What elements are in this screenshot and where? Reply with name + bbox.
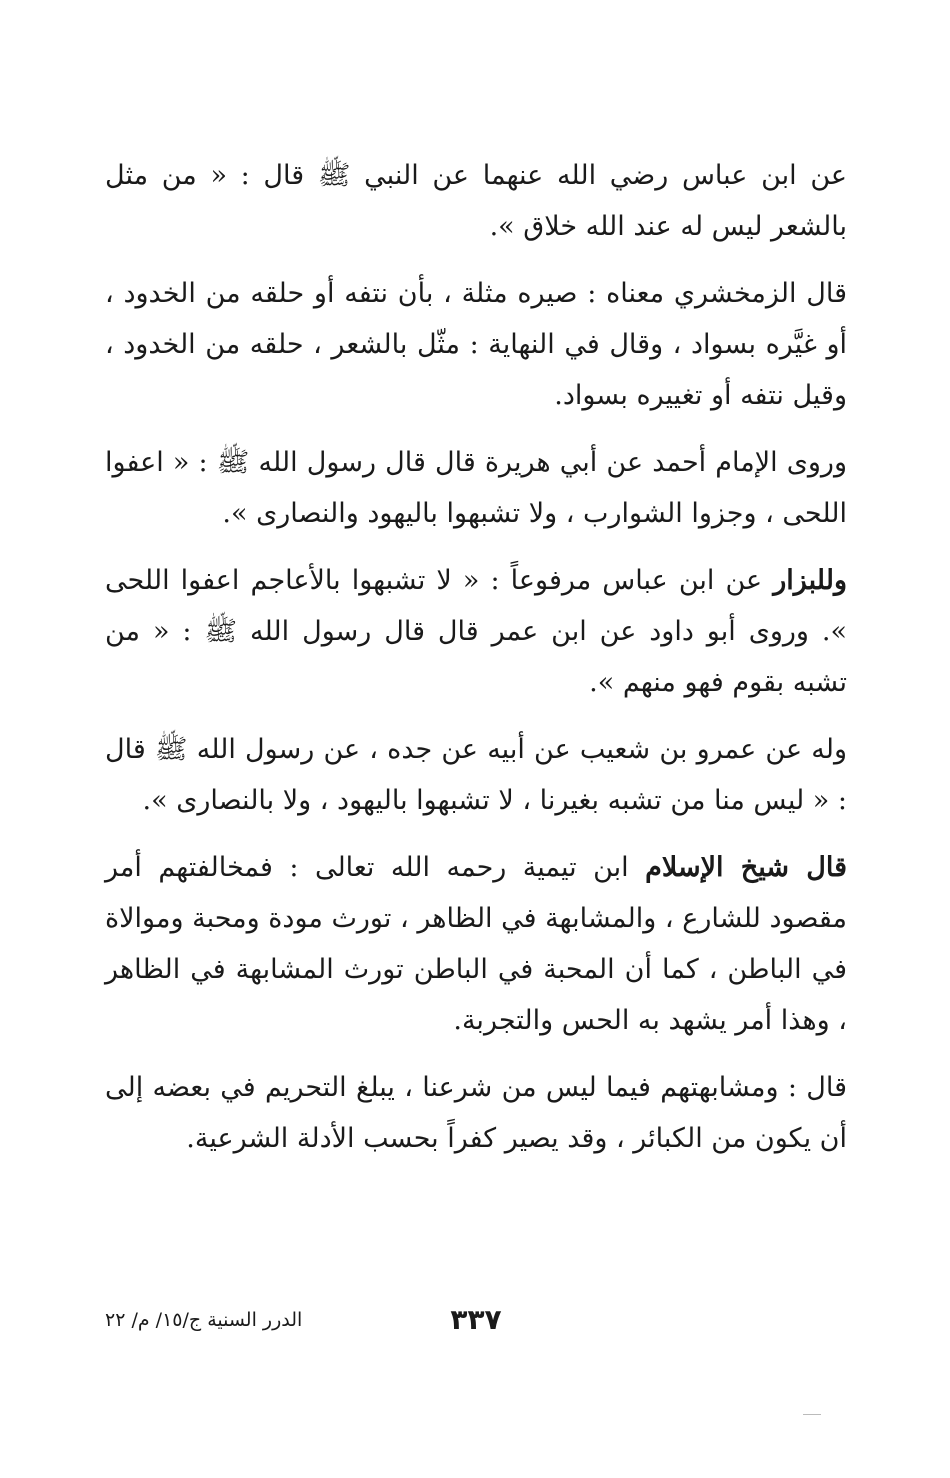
paragraph-6 bbox=[105, 842, 847, 1046]
page-body bbox=[105, 150, 847, 1180]
scan-mark bbox=[803, 1414, 821, 1415]
paragraph-3-text: وروى الإمام أحمد عن أبي هريرة قال قال رسول الله ﷺ : « اعفوا اللحى ، وجزوا الشوارب ، ولا تشبهوا باليهود والنصارى ». bbox=[105, 447, 847, 529]
paragraph-7 bbox=[105, 1062, 847, 1164]
paragraph-7-text: قال : ومشابهتهم فيما ليس من شرعنا ، يبلغ التحريم في بعضه إلى أن يكون من الكبائر ، وقد يصير كفراً بحسب الأدلة الشرعية. bbox=[105, 1072, 847, 1154]
paragraph-2-text: قال الزمخشري معناه : صيره مثلة ، بأن نتفه أو حلقه من الخدود ، أو غيَّره بسواد ، وقال في النهاية : مثّل بالشعر ، حلقه من الخدود ، وقيل نتفه أو تغييره بسواد. bbox=[105, 278, 847, 411]
paragraph-5 bbox=[105, 724, 847, 826]
paragraph-4-lead: وللبزار bbox=[773, 565, 847, 596]
paragraph-6-lead: قال شيخ الإسلام bbox=[645, 852, 848, 883]
paragraph-3 bbox=[105, 437, 847, 539]
paragraph-6-text: ابن تيمية رحمه الله تعالى : فمخالفتهم أمر مقصود للشارع ، والمشابهة في الظاهر ، تورث مودة ومحبة وموالاة في الباطن ، كما أن المحبة في الباطن تورث المشابهة في الظاهر ، وهذا أمر يشهد به الحس والتجربة. bbox=[105, 852, 847, 1036]
page-number: ٣٣٧ bbox=[450, 1303, 502, 1336]
paragraph-5-text: وله عن عمرو بن شعيب عن أبيه عن جده ، عن رسول الله ﷺ قال : « ليس منا من تشبه بغيرنا ، لا تشبهوا باليهود ، ولا بالنصارى ». bbox=[105, 734, 847, 816]
page-footer bbox=[105, 1303, 847, 1343]
paragraph-2 bbox=[105, 268, 847, 421]
paragraph-1-text: عن ابن عباس رضي الله عنهما عن النبي ﷺ قال : « من مثل بالشعر ليس له عند الله خلاق ». bbox=[105, 160, 847, 242]
paragraph-4-text: عن ابن عباس مرفوعاً : « لا تشبهوا بالأعاجم اعفوا اللحى ». وروى أبو داود عن ابن عمر قال قال رسول الله ﷺ : « من تشبه بقوم فهو منهم ». bbox=[105, 565, 847, 698]
paragraph-4 bbox=[105, 555, 847, 708]
source-reference: الدرر السنية ج/١٥/ م/ ٢٢ bbox=[105, 1309, 303, 1331]
paragraph-1 bbox=[105, 150, 847, 252]
